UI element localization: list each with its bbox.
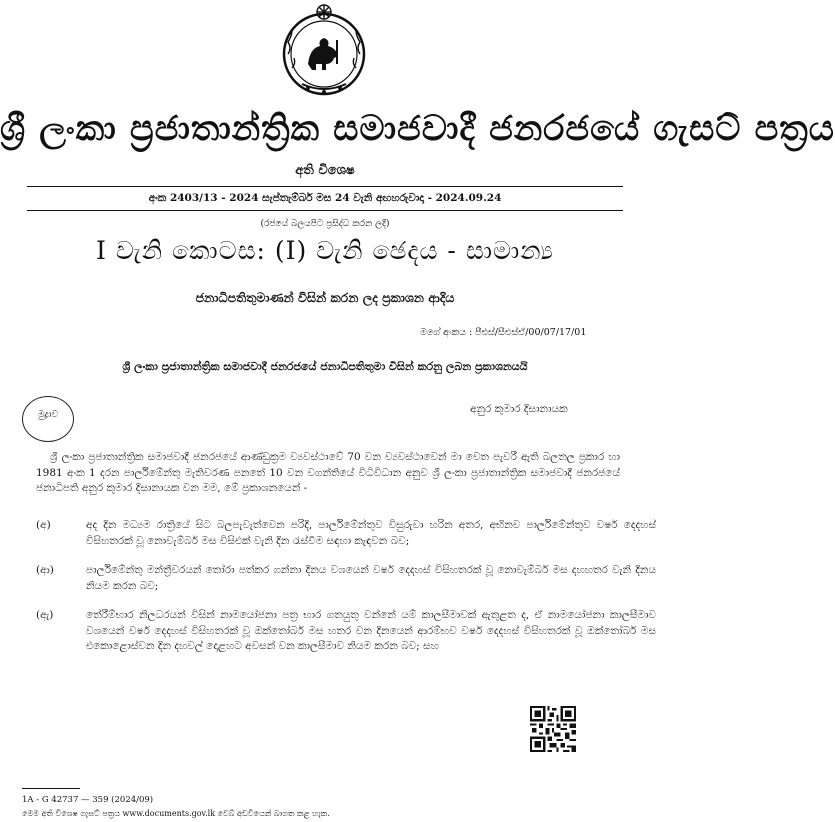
- clause-mark: (ආ): [36, 564, 54, 576]
- issue-line: අංක 2403/13 - 2024 සැප්තැම්බර් මස 24 වැනි අඟහරුවාදා - 2024.09.24: [148, 192, 502, 204]
- clause-mark: (ඇ): [36, 609, 54, 621]
- footer-divider: [22, 788, 80, 789]
- header-divider-top: [27, 186, 623, 187]
- signatory-name: අනුර කුමාර දිසානායක: [470, 403, 568, 415]
- section-heading: ජනාධිපතිතුමාණන් විසින් කරන ලද ප්‍රකාශන ආදිය: [195, 290, 455, 305]
- extraordinary-label: අති විශෙෂ: [295, 163, 355, 178]
- clause-text: තේරීම්භාර නිලධරයන් විසින් නාමයෝජනා පත්‍ර භාර ගතයුතු වන්නේ යම් කාලසීමාවක් ඇතුළත ද, ඒ නාමයෝජනා කාලසීමාව වශයෙන් වර්ෂ දෙදහස් විසිහතරක් වූ ඔක්තෝබර් මස හතර වන දිනයෙන් ආරම්භව වර්ෂ දෙදහස් විසිහතරක් වූ ඔක්තෝබර් මස එකොළොස්වන දින දහවල් දොළහට අවසන් වන කාලසීමාව නියම කරන බව; සහ: [86, 609, 656, 652]
- reference-number: මගේ අංකය : පීඑස්/සීඑස්ඒ/00/07/17/01: [420, 327, 587, 338]
- proclamation-heading: ශ්‍රී ලංකා ප්‍රජාතාන්ත්‍රික සමාජවාදී ජනරජයේ ජනාධිපතිතුමා විසින් කරනු ලබන ප්‍රකාශනයයි: [122, 360, 528, 373]
- published-by-authority: (රජයේ බලයපිට ප්‍රසිද්ධ කරන ලදී): [260, 219, 390, 229]
- gazette-title: ශ්‍රී ලංකා ප්‍රජාතාන්ත්‍රික සමාජවාදී ජනරජයේ ගැසට් පත්‍රය: [0, 108, 835, 149]
- footer-code: 1A - G 42737 — 359 (2024/09): [22, 795, 154, 805]
- proclamation-intro: ශ්‍රී ලංකා ප්‍රජාතාන්ත්‍රික සමාජවාදී ජනරජයේ ආණ්ඩුක්‍රම ව්‍යවස්ථාවේ 70 වන ව්‍යවස්ථාවෙන් මා වෙත පැවරී ඇති බලතල ප්‍රකාර හා 1981 අංක 1 දරන පාර්ලිමේන්තු මැතිවරණ පනතේ 10 වන වගන්තියේ විධිවිධාන අනුව ශ්‍රී ලංකා ප්‍රජාතාන්ත්‍රික සමාජවාදී ජනරජයේ ජනාධිපති අනුර කුමාර දිසානායක වන මම, මේ ප්‍රකාශනයෙන් -: [36, 451, 620, 494]
- seal-label: මුද්‍රාව: [38, 410, 58, 420]
- qr-code-icon[interactable]: [530, 706, 576, 752]
- clause-text: පාර්ලිමේන්තු මන්ත්‍රීවරයන් තෝරා පත්කර ගන්නා දිනය වශයෙන් වර්ෂ දෙදහස් විසිහතරක් වූ නොවැම්බර් මස දහහතර වැනි දිනය නියම කරන බව;: [86, 564, 656, 592]
- clause-text: අද දින මධ්‍යම රාත්‍රියේ සිට බලපැවැත්වෙන පරිදි, පාර්ලිමේන්තුව විසුරුවා හරින අතර, අභිනව පාර්ලිමේන්තුව වර්ෂ දෙදහස් විසිහතරක් වූ නොවැම්බර් මස විසිඑක් වැනි දින රැස්වීම සඳහා කැඳවන බව;: [86, 519, 656, 547]
- part-heading: I වැනි කොටස: (I) වැනි ඡෙදය - සාමාන්‍ය: [96, 236, 554, 265]
- sri-lanka-emblem-icon: [272, 2, 376, 102]
- footer-web-notice: මෙම අති විශෙෂ ගැසට් පත්‍රය www.documents.gov.lk වෙබ් අඩවියෙන් බාගත කළ හැක.: [22, 809, 330, 818]
- clause-mark: (අ): [36, 519, 51, 531]
- header-divider-bottom: [27, 210, 623, 211]
